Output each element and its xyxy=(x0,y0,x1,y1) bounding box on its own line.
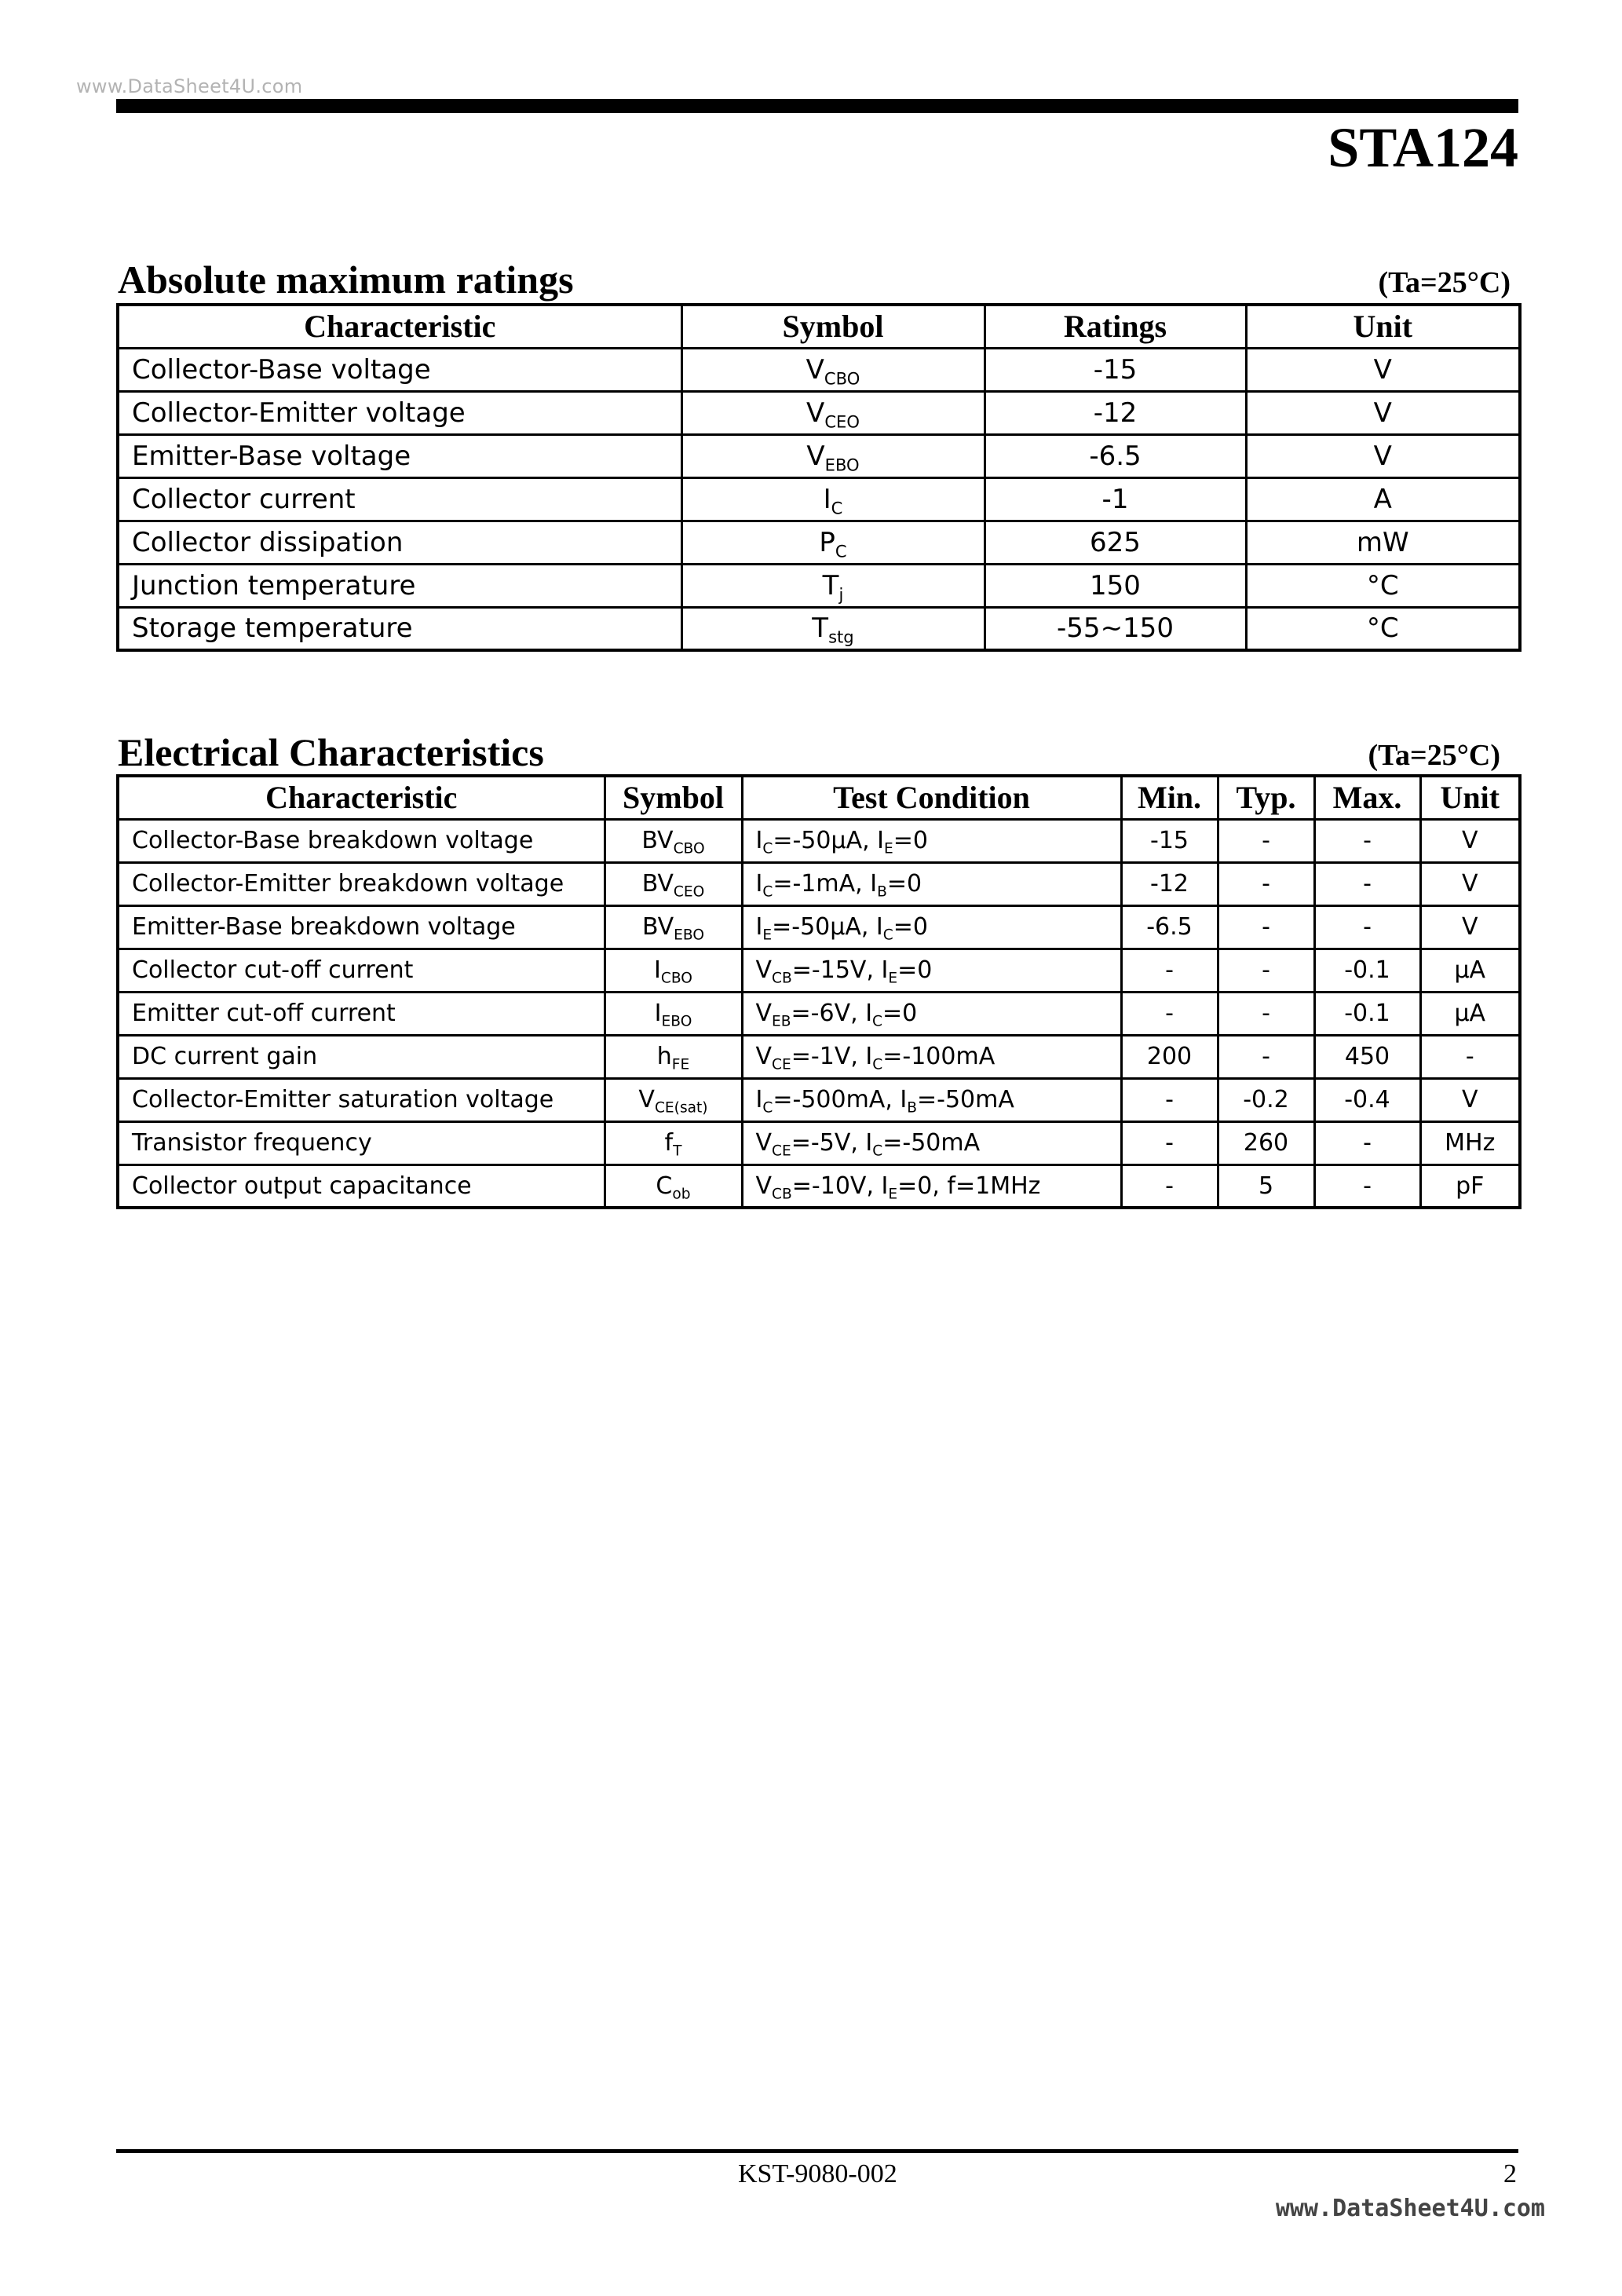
header-unit: Unit xyxy=(1420,776,1520,819)
max-cell: - xyxy=(1314,819,1420,862)
unit-cell: - xyxy=(1420,1035,1520,1078)
max-cell: - xyxy=(1314,1121,1420,1164)
condition-text: V xyxy=(755,1129,773,1157)
condition-subscript: C xyxy=(882,927,893,944)
symbol-subscript: C xyxy=(831,497,843,517)
condition-text: =-50μA, I xyxy=(773,827,885,854)
condition-subscript: C xyxy=(872,1013,883,1030)
elec-condition: (Ta=25°C) xyxy=(1368,739,1500,772)
symbol-subscript: C xyxy=(835,540,847,561)
table-row xyxy=(118,391,1520,434)
symbol-subscript: T xyxy=(673,1143,682,1160)
table-row xyxy=(118,1164,1520,1208)
condition-text: =-50μA, I xyxy=(772,913,883,941)
symbol-cell xyxy=(681,348,985,391)
condition-subscript: B xyxy=(877,883,887,901)
condition-text: =0 xyxy=(893,913,928,941)
symbol-subscript: j xyxy=(838,583,844,604)
symbol-subscript: ob xyxy=(672,1186,691,1203)
symbol-subscript: stg xyxy=(828,627,854,647)
max-cell: - xyxy=(1314,1164,1420,1208)
condition-text: =-15V, I xyxy=(791,956,889,984)
condition-text: V xyxy=(755,1000,773,1027)
symbol-base: I xyxy=(823,483,831,515)
symbol-cell xyxy=(681,391,985,434)
table-row xyxy=(118,1121,1520,1164)
characteristic-cell: Collector-Base breakdown voltage xyxy=(118,819,605,862)
characteristic-cell: Junction temperature xyxy=(118,564,681,607)
min-cell: -15 xyxy=(1121,819,1218,862)
symbol-base: P xyxy=(819,526,835,558)
condition-text: I xyxy=(755,1086,763,1113)
unit-cell: V xyxy=(1420,862,1520,905)
condition-text: I xyxy=(755,913,763,941)
condition-subscript: E xyxy=(762,927,773,944)
symbol-subscript: CE(sat) xyxy=(654,1099,708,1117)
symbol-cell xyxy=(605,1035,742,1078)
symbol-cell xyxy=(605,992,742,1035)
header-typ: Typ. xyxy=(1218,776,1314,819)
max-cell: -0.1 xyxy=(1314,992,1420,1035)
test-condition-cell xyxy=(742,862,1121,905)
condition-subscript: C xyxy=(762,1099,773,1117)
rating-cell: -55~150 xyxy=(985,607,1246,650)
test-condition-cell xyxy=(742,1078,1121,1121)
characteristic-cell: DC current gain xyxy=(118,1035,605,1078)
symbol-base: V xyxy=(806,440,825,472)
symbol-cell xyxy=(605,1121,742,1164)
symbol-base: BV xyxy=(641,913,674,941)
min-cell: - xyxy=(1121,949,1218,992)
table-row xyxy=(118,348,1520,391)
min-cell: - xyxy=(1121,1121,1218,1164)
max-cell: -0.1 xyxy=(1314,949,1420,992)
abs-max-title: Absolute maximum ratings xyxy=(118,258,574,302)
condition-subscript: CB xyxy=(772,970,792,987)
unit-cell: μA xyxy=(1420,992,1520,1035)
condition-subscript: C xyxy=(872,1143,883,1160)
condition-text: =-1V, I xyxy=(791,1043,873,1070)
characteristic-cell: Collector cut-off current xyxy=(118,949,605,992)
condition-subscript: C xyxy=(872,1056,883,1073)
table-row xyxy=(118,521,1520,564)
condition-text: =-100mA xyxy=(882,1043,995,1070)
abs-max-condition: (Ta=25°C) xyxy=(1378,266,1511,299)
table-row xyxy=(118,434,1520,477)
symbol-cell xyxy=(605,949,742,992)
characteristic-cell: Storage temperature xyxy=(118,607,681,650)
symbol-base: I xyxy=(654,956,661,984)
header-max: Max. xyxy=(1314,776,1420,819)
test-condition-cell xyxy=(742,819,1121,862)
symbol-cell xyxy=(681,434,985,477)
condition-text: =0 xyxy=(893,827,928,854)
header-characteristic: Characteristic xyxy=(118,305,681,348)
header-symbol: Symbol xyxy=(681,305,985,348)
condition-text: V xyxy=(755,956,773,984)
characteristic-cell: Transistor frequency xyxy=(118,1121,605,1164)
characteristic-cell: Emitter-Base breakdown voltage xyxy=(118,905,605,949)
condition-text: V xyxy=(755,1043,773,1070)
header-test-condition: Test Condition xyxy=(742,776,1121,819)
table-row xyxy=(118,819,1520,862)
header-min: Min. xyxy=(1121,776,1218,819)
symbol-base: V xyxy=(806,397,825,429)
unit-cell: °C xyxy=(1246,607,1520,650)
test-condition-cell xyxy=(742,1035,1121,1078)
symbol-cell xyxy=(681,607,985,650)
rating-cell: 625 xyxy=(985,521,1246,564)
unit-cell: μA xyxy=(1420,949,1520,992)
rating-cell: -15 xyxy=(985,348,1246,391)
condition-text: =-500mA, I xyxy=(773,1086,908,1113)
condition-text: V xyxy=(755,1172,773,1200)
symbol-base: BV xyxy=(641,827,674,854)
symbol-cell xyxy=(605,862,742,905)
condition-subscript: EB xyxy=(772,1013,791,1030)
symbol-subscript: EBO xyxy=(674,927,704,944)
unit-cell: A xyxy=(1246,477,1520,521)
table-row xyxy=(118,949,1520,992)
condition-subscript: E xyxy=(884,840,893,857)
symbol-cell xyxy=(605,1078,742,1121)
typ-cell: 5 xyxy=(1218,1164,1314,1208)
symbol-base: f xyxy=(664,1129,674,1157)
table-row xyxy=(118,862,1520,905)
bottom-rule xyxy=(116,2149,1518,2153)
condition-subscript: CE xyxy=(772,1143,791,1160)
symbol-cell xyxy=(681,477,985,521)
elec-table xyxy=(116,774,1522,1209)
condition-text: =-5V, I xyxy=(791,1129,873,1157)
test-condition-cell xyxy=(742,992,1121,1035)
header-characteristic: Characteristic xyxy=(118,776,605,819)
rating-cell: -12 xyxy=(985,391,1246,434)
symbol-base: BV xyxy=(641,870,674,898)
table-row xyxy=(118,564,1520,607)
condition-text: I xyxy=(755,870,763,898)
symbol-subscript: EBO xyxy=(824,454,860,474)
doc-code: KST-9080-002 xyxy=(738,2159,897,2188)
min-cell: -6.5 xyxy=(1121,905,1218,949)
condition-text: I xyxy=(755,827,763,854)
min-cell: -12 xyxy=(1121,862,1218,905)
symbol-cell xyxy=(681,521,985,564)
unit-cell: V xyxy=(1246,391,1520,434)
max-cell: - xyxy=(1314,905,1420,949)
symbol-cell xyxy=(605,905,742,949)
symbol-subscript: FE xyxy=(671,1056,690,1073)
table-row xyxy=(118,1035,1520,1078)
characteristic-cell: Emitter cut-off current xyxy=(118,992,605,1035)
characteristic-cell: Collector-Base voltage xyxy=(118,348,681,391)
typ-cell: - xyxy=(1218,949,1314,992)
test-condition-cell xyxy=(742,1121,1121,1164)
condition-subscript: B xyxy=(907,1099,917,1117)
unit-cell: V xyxy=(1420,1078,1520,1121)
min-cell: - xyxy=(1121,1164,1218,1208)
unit-cell: mW xyxy=(1246,521,1520,564)
test-condition-cell xyxy=(742,1164,1121,1208)
characteristic-cell: Collector output capacitance xyxy=(118,1164,605,1208)
condition-subscript: E xyxy=(888,1186,898,1203)
symbol-cell xyxy=(681,564,985,607)
condition-subscript: CE xyxy=(772,1056,791,1073)
characteristic-cell: Collector-Emitter breakdown voltage xyxy=(118,862,605,905)
header-unit: Unit xyxy=(1246,305,1520,348)
unit-cell: MHz xyxy=(1420,1121,1520,1164)
condition-subscript: CB xyxy=(772,1186,792,1203)
condition-text: =0 xyxy=(886,870,922,898)
rating-cell: 150 xyxy=(985,564,1246,607)
table-row xyxy=(118,477,1520,521)
typ-cell: - xyxy=(1218,992,1314,1035)
unit-cell: V xyxy=(1246,434,1520,477)
symbol-base: V xyxy=(638,1086,655,1113)
symbol-base: C xyxy=(656,1172,673,1200)
part-number: STA124 xyxy=(1328,116,1518,179)
characteristic-cell: Emitter-Base voltage xyxy=(118,434,681,477)
symbol-base: h xyxy=(656,1043,672,1070)
rating-cell: -1 xyxy=(985,477,1246,521)
min-cell: - xyxy=(1121,1078,1218,1121)
unit-cell: V xyxy=(1246,348,1520,391)
condition-text: =-50mA xyxy=(882,1129,981,1157)
symbol-cell xyxy=(605,819,742,862)
min-cell: - xyxy=(1121,992,1218,1035)
characteristic-cell: Collector-Emitter voltage xyxy=(118,391,681,434)
condition-subscript: E xyxy=(888,970,898,987)
table-row xyxy=(118,1078,1520,1121)
condition-text: =-50mA xyxy=(917,1086,1014,1113)
unit-cell: °C xyxy=(1246,564,1520,607)
condition-text: =-1mA, I xyxy=(773,870,878,898)
symbol-base: V xyxy=(806,353,824,386)
header-ratings: Ratings xyxy=(985,305,1246,348)
unit-cell: pF xyxy=(1420,1164,1520,1208)
condition-text: =0 xyxy=(882,1000,918,1027)
typ-cell: - xyxy=(1218,1035,1314,1078)
table-row xyxy=(118,905,1520,949)
typ-cell: -0.2 xyxy=(1218,1078,1314,1121)
test-condition-cell xyxy=(742,905,1121,949)
table-row xyxy=(118,607,1520,650)
symbol-subscript: CEO xyxy=(673,883,705,901)
symbol-base: T xyxy=(812,612,829,645)
elec-title: Electrical Characteristics xyxy=(118,730,544,774)
condition-text: =-6V, I xyxy=(791,1000,873,1027)
symbol-subscript: CBO xyxy=(824,367,860,388)
max-cell: 450 xyxy=(1314,1035,1420,1078)
characteristic-cell: Collector-Emitter saturation voltage xyxy=(118,1078,605,1121)
top-rule xyxy=(116,99,1518,113)
condition-subscript: C xyxy=(762,840,773,857)
condition-text: =-10V, I xyxy=(791,1172,889,1200)
table-header-row xyxy=(118,776,1520,819)
abs-max-table xyxy=(116,303,1522,652)
characteristic-cell: Collector dissipation xyxy=(118,521,681,564)
min-cell: 200 xyxy=(1121,1035,1218,1078)
condition-text: =0, f=1MHz xyxy=(897,1172,1041,1200)
typ-cell: - xyxy=(1218,819,1314,862)
max-cell: -0.4 xyxy=(1314,1078,1420,1121)
page-number: 2 xyxy=(1503,2159,1517,2188)
typ-cell: - xyxy=(1218,905,1314,949)
characteristic-cell: Collector current xyxy=(118,477,681,521)
header-symbol: Symbol xyxy=(605,776,742,819)
unit-cell: V xyxy=(1420,819,1520,862)
symbol-subscript: CBO xyxy=(673,840,705,857)
watermark-top: www.DataSheet4U.com xyxy=(76,75,303,97)
symbol-subscript: EBO xyxy=(661,1013,692,1030)
condition-text: =0 xyxy=(897,956,933,984)
symbol-subscript: CBO xyxy=(660,970,692,987)
symbol-cell xyxy=(605,1164,742,1208)
symbol-base: I xyxy=(654,1000,662,1027)
typ-cell: 260 xyxy=(1218,1121,1314,1164)
unit-cell: V xyxy=(1420,905,1520,949)
symbol-subscript: CEO xyxy=(824,411,860,431)
condition-subscript: C xyxy=(762,883,773,901)
max-cell: - xyxy=(1314,862,1420,905)
test-condition-cell xyxy=(742,949,1121,992)
rating-cell: -6.5 xyxy=(985,434,1246,477)
typ-cell: - xyxy=(1218,862,1314,905)
symbol-base: T xyxy=(822,569,839,601)
table-row xyxy=(118,992,1520,1035)
watermark-bottom: www.DataSheet4U.com xyxy=(1275,2195,1545,2222)
table-header-row xyxy=(118,305,1520,348)
